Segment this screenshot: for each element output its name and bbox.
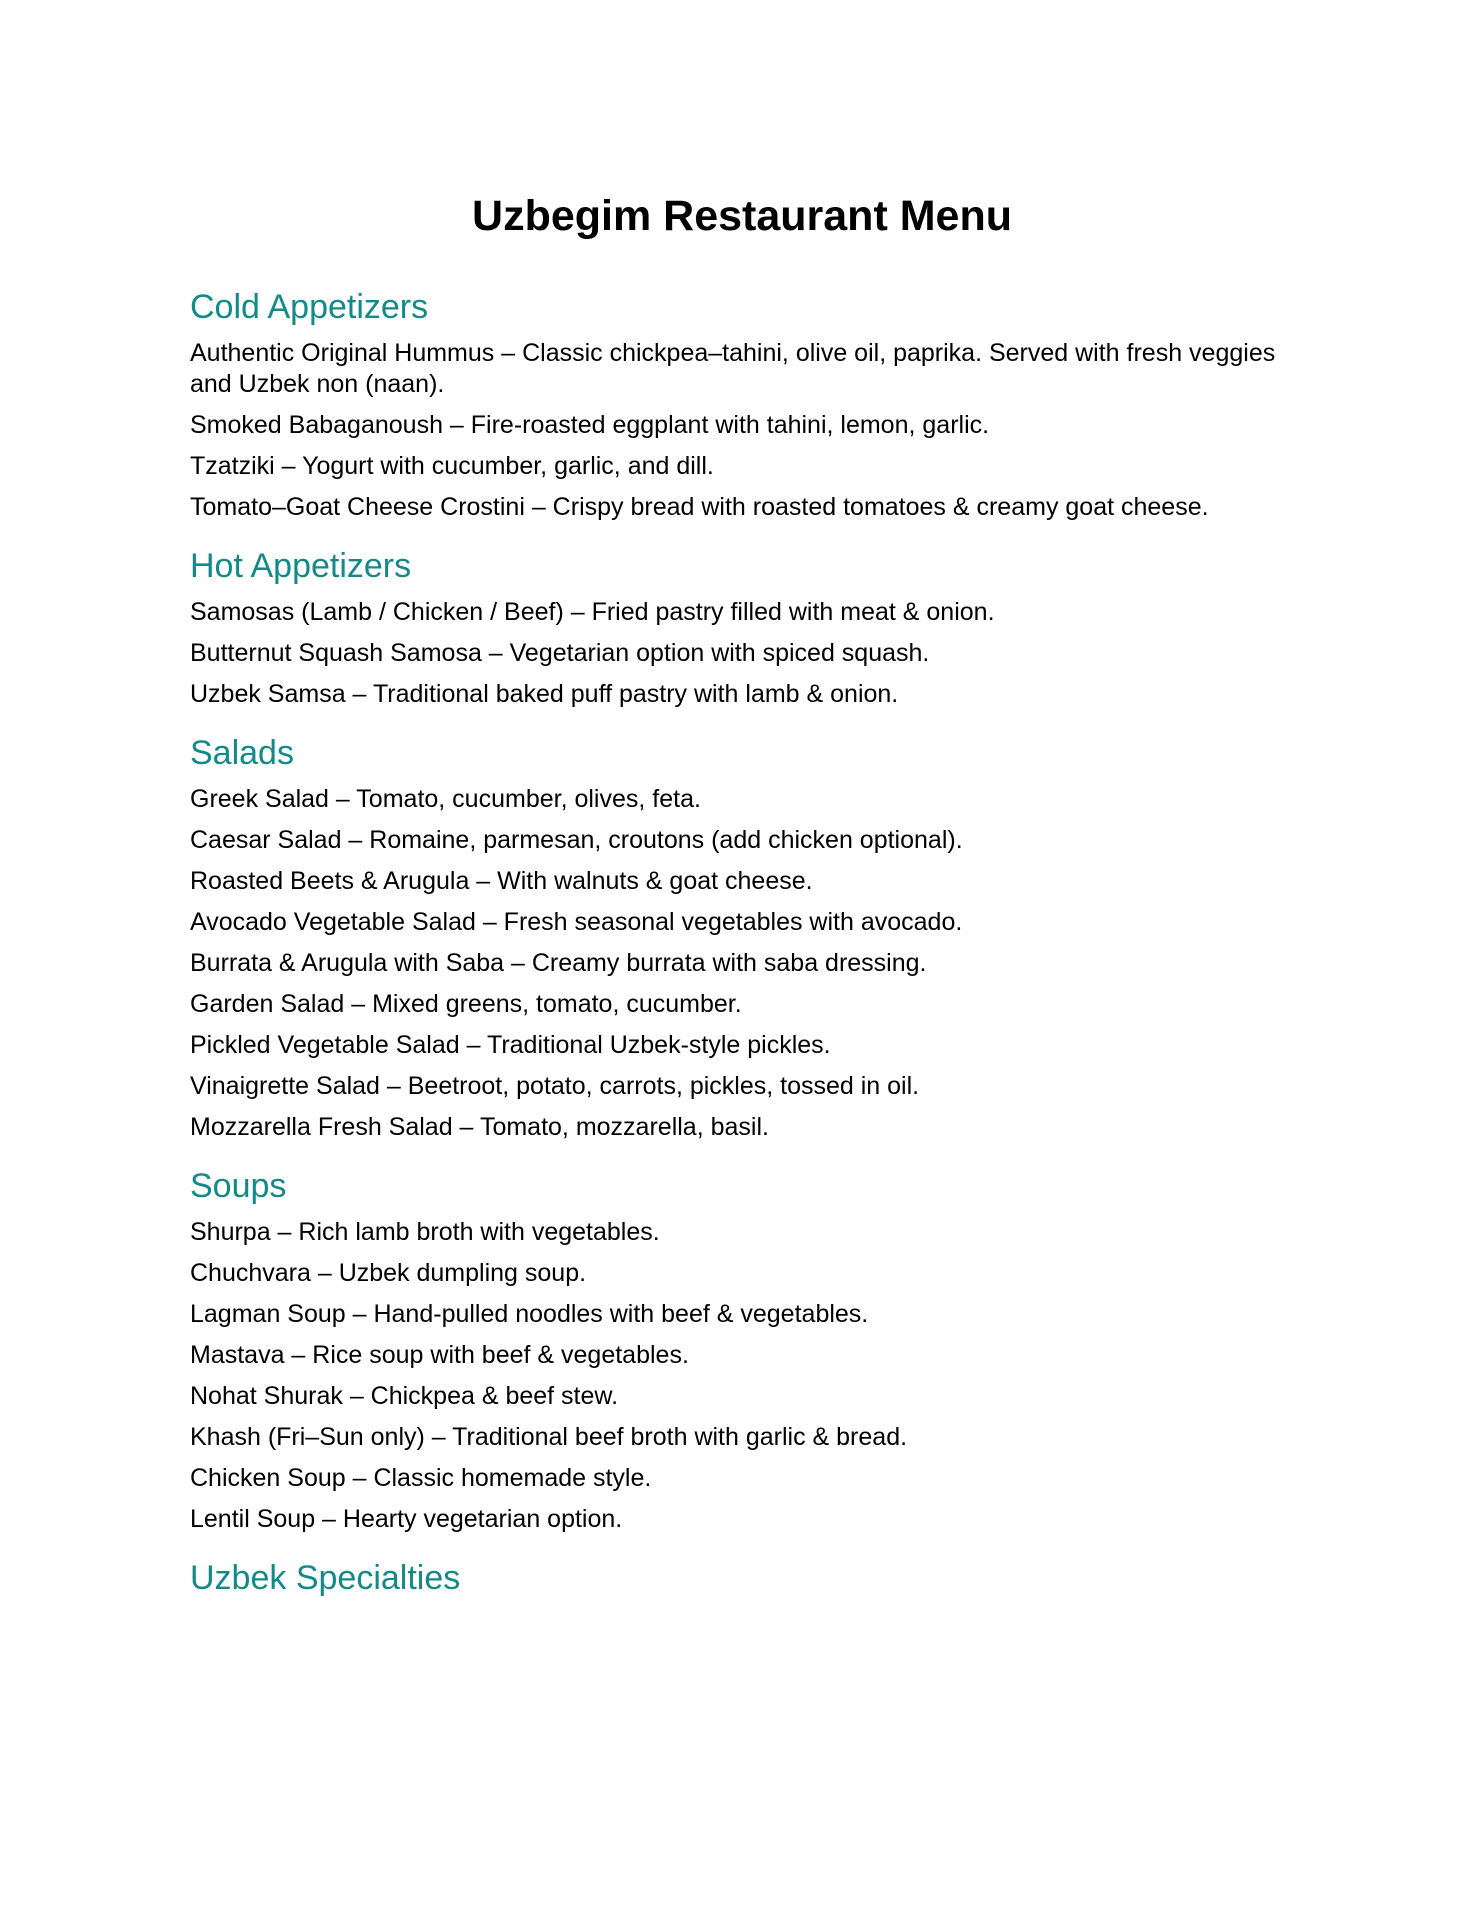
menu-item: Smoked Babaganoush – Fire-roasted eggplant with tahini, lemon, garlic. [190, 411, 990, 439]
menu-item: Tomato–Goat Cheese Crostini – Crispy bread with roasted tomatoes & creamy goat cheese. [190, 493, 1209, 521]
menu-item: Pickled Vegetable Salad – Traditional Uzbek-style pickles. [190, 1031, 831, 1059]
menu-item: Chuchvara – Uzbek dumpling soup. [190, 1259, 587, 1287]
menu-item: Nohat Shurak – Chickpea & beef stew. [190, 1382, 619, 1410]
menu-item: Vinaigrette Salad – Beetroot, potato, carrots, pickles, tossed in oil. [190, 1072, 920, 1100]
menu-item: Mastava – Rice soup with beef & vegetables. [190, 1341, 689, 1369]
section-heading: Cold Appetizers [190, 288, 429, 326]
menu-item: Lentil Soup – Hearty vegetarian option. [190, 1505, 623, 1533]
section-heading: Uzbek Specialties [190, 1559, 461, 1597]
menu-item: Samosas (Lamb / Chicken / Beef) – Fried pastry filled with meat & onion. [190, 598, 995, 626]
menu-item: Burrata & Arugula with Saba – Creamy burrata with saba dressing. [190, 949, 927, 977]
menu-item: Khash (Fri–Sun only) – Traditional beef broth with garlic & bread. [190, 1423, 908, 1451]
menu-item: Tzatziki – Yogurt with cucumber, garlic, and dill. [190, 452, 714, 480]
menu-item: Caesar Salad – Romaine, parmesan, croutons (add chicken optional). [190, 826, 963, 854]
menu-content [190, 286, 1320, 1621]
section-heading: Soups [190, 1167, 287, 1205]
menu-item: Uzbek Samsa – Traditional baked puff pastry with lamb & onion. [190, 680, 899, 708]
menu-item: Butternut Squash Samosa – Vegetarian option with spiced squash. [190, 639, 930, 667]
menu-item: Lagman Soup – Hand-pulled noodles with beef & vegetables. [190, 1300, 869, 1328]
section-soups [190, 1165, 1320, 1535]
section-heading: Hot Appetizers [190, 547, 412, 585]
menu-item: Greek Salad – Tomato, cucumber, olives, feta. [190, 785, 701, 813]
menu-item: Roasted Beets & Arugula – With walnuts & goat cheese. [190, 867, 813, 895]
page-title: Uzbegim Restaurant Menu [472, 192, 1012, 240]
menu-item: Garden Salad – Mixed greens, tomato, cucumber. [190, 990, 742, 1018]
menu-item: Chicken Soup – Classic homemade style. [190, 1464, 652, 1492]
menu-item: Mozzarella Fresh Salad – Tomato, mozzarella, basil. [190, 1113, 769, 1141]
section-salads [190, 732, 1320, 1143]
menu-item: Shurpa – Rich lamb broth with vegetables. [190, 1218, 660, 1246]
menu-item: Authentic Original Hummus – Classic chickpea–tahini, olive oil, paprika. Served with fresh veggies and Uzbek non (naan). [190, 339, 1276, 398]
section-cold-appetizers [190, 286, 1320, 523]
section-heading: Salads [190, 734, 294, 772]
menu-item: Avocado Vegetable Salad – Fresh seasonal vegetables with avocado. [190, 908, 963, 936]
section-hot-appetizers [190, 545, 1320, 710]
section-uzbek-specialties [190, 1557, 1320, 1599]
